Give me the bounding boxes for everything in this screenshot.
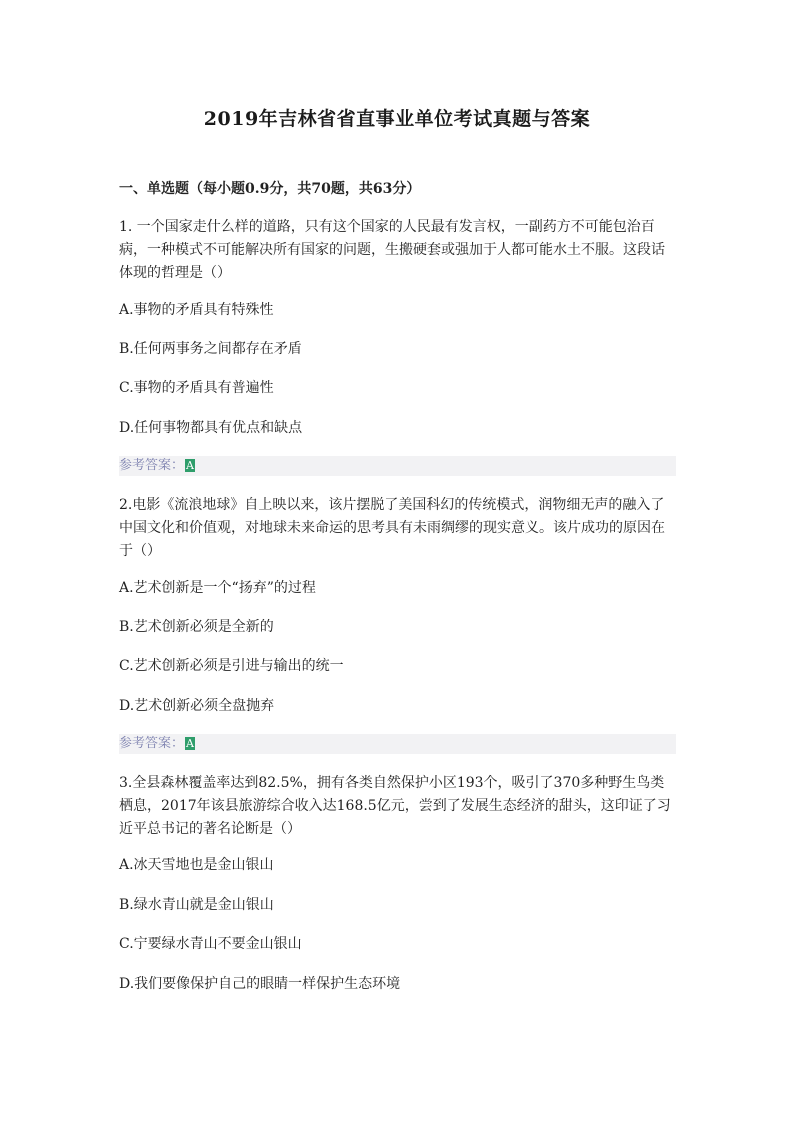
- section-heading: 一、单选题（每小题0.9分，共70题，共63分）: [119, 181, 421, 197]
- question-1-stem: 1. 一个国家走什么样的道路，只有这个国家的人民最有发言权，一副药方不可能包治百病，一种模式不可能解决所有国家的问题，生搬硬套或强加于人都可能水土不服。这段话体现的哲理是（）: [119, 219, 665, 281]
- question-2-option-a: A.艺术创新是一个“扬弃”的过程: [119, 580, 316, 596]
- question-3-stem: 3.全县森林覆盖率达到82.5%，拥有各类自然保护小区193个，吸引了370多种野生鸟类栖息，2017年该县旅游综合收入达168.5亿元，尝到了发展生态经济的甜头，这印证了习近平总书记的著名论断是（）: [119, 775, 671, 837]
- question-1-answer-bar: [119, 456, 676, 476]
- question-2-option-d: D.艺术创新必须全盘抛弃: [119, 698, 275, 714]
- question-2-option-b: B.艺术创新必须是全新的: [119, 619, 274, 635]
- question-3-option-b: B.绿水青山就是金山银山: [119, 897, 274, 913]
- question-1-option-c: C.事物的矛盾具有普遍性: [119, 380, 274, 396]
- answer-value: A: [186, 459, 194, 472]
- answer-value: A: [186, 737, 194, 750]
- question-2-stem: 2.电影《流浪地球》自上映以来，该片摆脱了美国科幻的传统模式，润物细无声的融入了中国文化和价值观，对地球未来命运的思考具有未雨绸缪的现实意义。该片成功的原因在于（）: [119, 497, 665, 559]
- question-2-answer-bar: [119, 734, 676, 754]
- answer-label: 参考答案：: [119, 736, 185, 751]
- document-title: 2019年吉林省省直事业单位考试真题与答案: [203, 108, 591, 130]
- question-3-option-c: C.宁要绿水青山不要金山银山: [119, 936, 302, 952]
- question-2-option-c: C.艺术创新必须是引进与输出的统一: [119, 658, 344, 674]
- question-1-option-a: A.事物的矛盾具有特殊性: [119, 302, 274, 318]
- question-1-option-b: B.任何两事务之间都存在矛盾: [119, 341, 302, 357]
- question-3-option-a: A.冰天雪地也是金山银山: [119, 857, 274, 873]
- answer-label: 参考答案：: [119, 458, 185, 473]
- question-3-option-d: D.我们要像保护自己的眼睛一样保护生态环境: [119, 976, 401, 992]
- question-1-option-d: D.任何事物都具有优点和缺点: [119, 420, 303, 436]
